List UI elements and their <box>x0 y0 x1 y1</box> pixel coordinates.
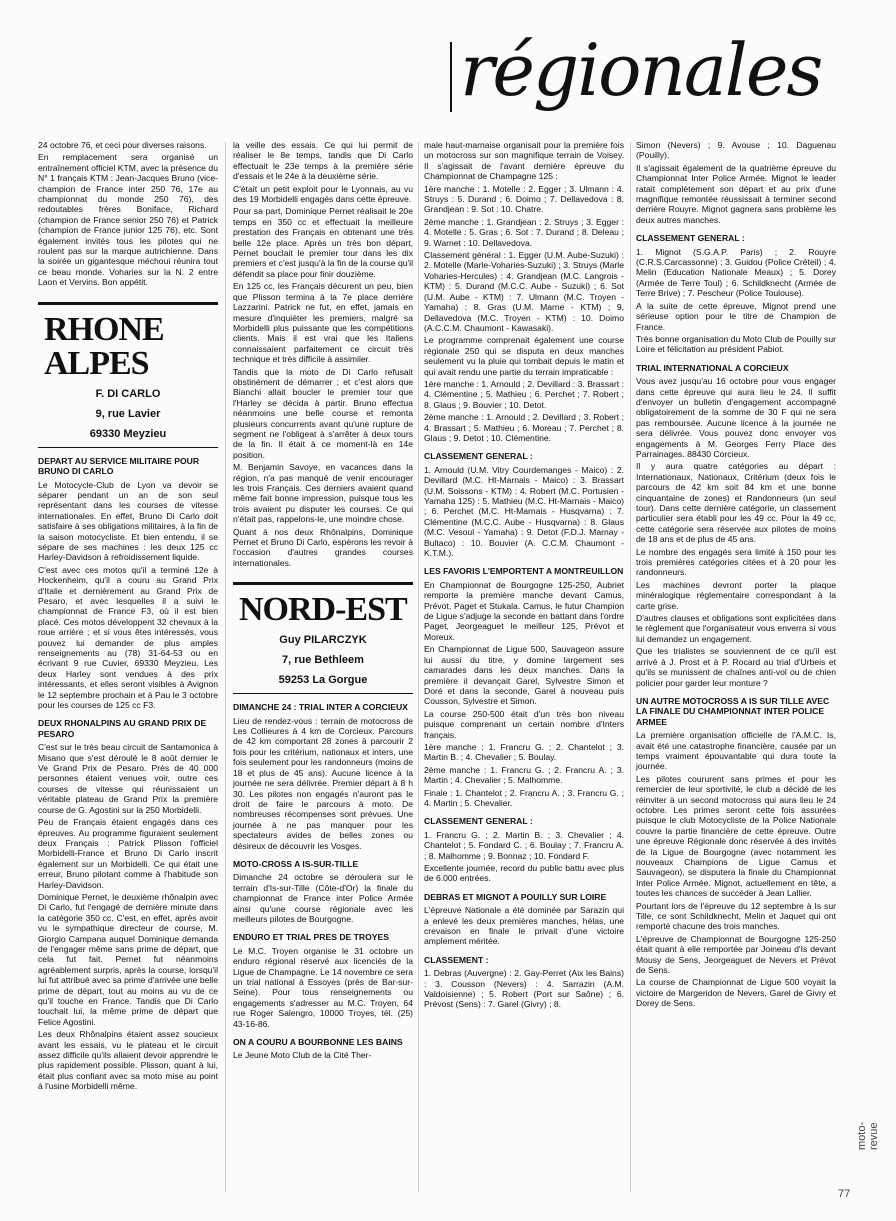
paragraph: 24 octobre 76, et ceci pour diverses raisons. <box>38 140 207 150</box>
paragraph: En remplacement sera organisé un entraînement officiel KTM, avec la présence du N° 1 français KTM : Jean-Jacques Bruno (vice-champion de France inter 250 76, 17e au championnat du monde 250 76), des redoutables frères Boniface, Richard (champion de France senior 250 76) et Patrick (champion de France junior 125 76), etc. Sont également invités tous les pilotes qui ne roulent pas sur la marque autrichienne. Dans la soirée un gigantesque méchoui réunira tout ce beau monde. Voharies sur la N. 2 entre Laon et Vervins. Bon appétit. <box>38 152 218 288</box>
article-heading: DEUX RHONALPINS AU GRAND PRIX DE PESARO <box>38 718 207 739</box>
paragraph: 2ème manche : 1. Francru G. ; 2. Francru A. ; 3. Martin ; 4. Chevalier ; 5. Malhomme. <box>424 764 624 786</box>
section-rubric <box>450 28 860 134</box>
paragraph: Finale : 1. Chantelot ; 2. Francru A. ; 3. Francru G. ; 4. Martin ; 5. Chevalier. <box>424 787 624 808</box>
paragraph: Classement général : 1. Egger (U.M. Aube-Suzuki) : 2. Motelle (Marle-Voharies-Suzuki) ; 3. Struys (Marle Voharies-Hercules) : 4. Grandjean (M.C. Langrois - KTM) : 5. Durand (M.C.C. Aube - Suzuki) ; 6. Sot (U.M. Aube - KTM) : 7. Ulmann (M.C. Troyen - Yamaha) : 8. Gras (U.M. Marne - KTM) ; 9. Dellavedova (M.C. Troyen - KTM) : 10. Doimo (A.C.C.M. Chaumont - Kawasaki). <box>424 250 624 333</box>
correspondent-name: Guy PILARCZYK <box>279 634 367 647</box>
paragraph: Le Jeune Moto Club de la Cité Ther- <box>233 1050 372 1061</box>
paragraph: Dominique Pernet, le deuxième rhônalpin avec Di Carlo, fut l'engagé de dernière minute dans la catégorie 350 cc. C'est, en effet, après avoir vu le sympathique directeur de course, M. Giorgio Campana auquel Dominique demanda de l'engager même sans prime de départ, que cela fut fait. Pernet fut néanmoins agréablement surpris, après la course, lorsqu'il lui fut attribué avec sa prime d'arrivée une belle prime de départ, tout au moins au vu de ce qu'il touche en France. Tandis que Di Carlo touchait lui, la même prime de départ que Felice Agostini. <box>38 891 218 1027</box>
paragraph: La course de Championnat de Ligue 500 voyait la victoire de Margeridon de Nevers, Garel de Givry et Dorey de Sens. <box>636 977 836 1009</box>
paragraph: Lieu de rendez-vous : terrain de motocross de Les Collieures à 4 km de Corcieux. Parcours de 42 km comportant 28 zones à parcourir 2 fois pour les critérium, nationaux et inters, une fois seulement pour les randonneurs (moins de 18 et plus de 45 ans). Aucune licence à la journée ne sera délivrée. Premier départ à 8 h 30. Les pilotes non engagés n'auront pas le droit de faire le parcours à moto. De nombreuses récompenses sont prévues. Une journée à ne pas manquer pour les spectateurs avides de belles zones ou désireux de découvrir les Vosges. <box>233 715 413 851</box>
column-4 <box>636 140 836 1011</box>
paragraph: Pour sa part, Dominique Pernet réalisait le 20e temps en 350 cc et effectuait la meilleure prestation des Français en obtenant une très belle 12e place. Après un très bon départ, Pernet bouclait le premier tour dans les dix premiers et c'est jusqu'à la fin de la course qu'il défendit sa place pour finir douzième. <box>233 206 413 279</box>
paragraph: Simon (Nevers) ; 9. Avouse ; 10. Daguenau (Pouilly). <box>636 140 836 161</box>
paragraph: Dimanche 24 octobre se déroulera sur le terrain d'Is-sur-Tille (Côte-d'Or) la finale du championnat de France inter Police Armée ainsi qu'une course régionale avec les meilleurs pilotes de Bourgogne. <box>233 872 413 924</box>
correspondent-street: 9, rue Lavier <box>95 407 161 420</box>
rubric-slash <box>450 42 452 112</box>
paragraph: En Championnat de Bourgogne 125-250, Aubriet remporte la première manche devant Camus, Prévot, Paget et Stukala. Camus, le futur Champion de Ligue s'adjuge la seconde en battant dans l'ordre Paget, Jeorgeaguet le meilleur 125, Prévot et Moreux. <box>424 579 624 642</box>
paragraph: C'est sur le très beau circuit de Santamonica à Misano que s'est déroulé le 8 août dernier le Ve Grand Prix de Pesaro. Près de 40 000 personnes étaient venues voir, outre ces courses de vitesse qui réunissaient un véritable plateau de Grand Prix la première course de G. Agostini sur la 250 Morbidelli. <box>38 742 218 815</box>
article-heading: UN AUTRE MOTOCROSS A IS SUR TILLE AVEC LA FINALE DU CHAMPIONNAT INTER POLICE ARMEE <box>636 695 830 727</box>
article-heading: DIMANCHE 24 : TRIAL INTER A CORCIEUX <box>233 702 408 713</box>
paragraph: Très bonne organisation du Moto Club de Pouilly sur Loire et félicitation au président Pabiot. <box>636 333 836 355</box>
paragraph: 1ère manche : 1. Francru G. ; 2. Chantelot ; 3. Martin B. ; 4. Chevalier ; 5. Boulay. <box>424 741 624 763</box>
paragraph: 1. Mignot (S.G.A.P. Paris) ; 2. Rouyre (C.R.S.Carcassonne) ; 3. Guidou (Police Créteil) ; 4. Melin (Education Nationale Meaux) ; 5. Dorey (Armée de Terre Toul) ; 6. Schildknecht (Armée de Terre Brive) ; 7. Pescheur (Police Toulouse). <box>636 246 836 299</box>
article-heading: CLASSEMENT GENERAL : <box>424 451 533 462</box>
region-title: NORD-EST <box>239 591 407 629</box>
region-box-rhone-alpes <box>38 302 218 448</box>
article-heading: ON A COURU A BOURBONNE LES BAINS <box>233 1037 403 1048</box>
article-heading: CLASSEMENT GENERAL : <box>424 816 533 827</box>
paragraph: 2ème manche : 1. Grandjean : 2. Struys ; 3. Egger : 4. Motelle : 5. Gras ; 6. Sot : 7. Durand ; 8. Deleau ; 9. Warnet : 10. Dellavedova. <box>424 216 624 248</box>
paragraph: Vous avez jusqu'au 16 octobre pour vous engager dans cette épreuve qui aura lieu le 24. Il suffit d'envoyer un bulletin d'engagement accompagné obligatoirement de la somme de 30 F qui ne sera pas remboursée. Aucune licence à la journée ne sera délivrée. Vous pouvez donc envoyer vos engagements à M. Georges Ferry Place des Parrainages. 88430 Corcieux. <box>636 376 836 459</box>
paragraph: 2ème manche : 1. Arnould ; 2. Devillard ; 3. Robert ; 4. Brassart ; 5. Mathieu ; 6. Moreau ; 7. Perchet ; 8. Glaus ; 9. Detot ; 10. Clémentine. <box>424 412 624 443</box>
column-rule <box>630 142 631 1192</box>
paragraph: Les pilotes coururent sans primes et pour les remercier de leur sportivité, le club a décidé de les réinviter à un second motocross qui aura lieu le 24 octobre. Les primes seront cette fois assurées puisque le club Motocycliste de la Police Nationale couvre la partie financière de cette épreuve. Outre une épreuve Régionale donc réservée à des invités de la Ligue de Bourgogne (avec notamment les nouveaux Champions de Ligue Camus et Sauvageon), se disputera la finale du Championnat Inter Police Armée. Mignot, actuellement en tête, a toutes les chances de succéder à Jean Lallier. <box>636 773 836 899</box>
paragraph: Que les trialistes se souviennent de ce qu'il est arrivé à J. Prost et à P. Rocard au trial d'Urbeis et qu'ils se munissent de chaînes anti-vol ou de chien policier pour garder leur monture ? <box>636 646 836 688</box>
paragraph: M. Benjamin Savoye, en vacances dans la région, n'a pas manqué de venir encourager les trois Français. Ces derniers avaient quand même fait bonne impression, puisque tous les trois avaient pu disputer les courses. Ce qui n'était pas, rappelons-le, une moindre chose. <box>233 462 413 525</box>
paragraph: Tandis que la moto de Di Carlo refusait obstinément de démarrer ; et c'est alors que Bianchi allait boucler le premier tour que l'Harley se décida à partir. Bruno effectua néanmoins une belle course et remonta plusieurs concurrents avant qu'une rupture de segment ne l'obligeat à s'arrêter à deux tours de la fin. Il était à ce moment-là en 14e position. <box>233 366 413 460</box>
paragraph: A la suite de cette épreuve, Mignot prend une sérieuse option pour le titre de Champion de France. <box>636 300 836 332</box>
paragraph: 1. Debras (Auvergne) : 2. Gay-Perret (Aix les Bains) : 3. Cousson (Nevers) : 4. Sarrazin (A.M. Valdoisienne) ; 5. Robert (Port sur Saône) ; 6. Prévost (Sens) : 7. Garel (Givry) ; 8. <box>424 968 624 1010</box>
paragraph: Les deux Rhônalpins étaient assez soucieux avant les essais, vu le plateau et le circuit assez difficile qu'ils allaient devoir apprendre le plus rapidement possible. Plisson, quant à lui, était plus confiant avec sa moto mise au point à l'usine Morbidelli même. <box>38 1029 218 1092</box>
region-box-nord-est <box>233 582 413 694</box>
paragraph: En Championnat de Ligue 500, Sauvageon assure lui aussi du titre, y domine largement ses camarades dans les deux manches. Dans la première il devançait Garel, Sylvestre Simon et Doré et dans la seconde, Garel à nouveau puis Cousson, Sylvestre et Simon. <box>424 644 624 707</box>
column-rule <box>418 142 419 1192</box>
paragraph: C'était un petit exploit pour le Lyonnais, au vu des 19 Morbidelli engagés dans cette épreuve. <box>233 183 413 205</box>
paragraph: Il s'agissait également de la quatrième épreuve du Championnat Inter Police Armée. Mignot le leader ratait complètement son départ et au prix d'une magnifique remontée réussissait à terminer second derrière Rouyre. Mignot gagnera sans problème les deux autres manches. <box>636 162 836 225</box>
article-heading: DEPART AU SERVICE MILITAIRE POUR BRUNO DI CARLO <box>38 455 200 477</box>
correspondent-city: 69330 Meyzieu <box>89 427 167 440</box>
paragraph: la veille des essais. Ce qui lui permit de réaliser le 8e temps, tandis que Di Carlo effectuait le 23e temps à la première série d'essais et le 24e à la deuxième série. <box>233 140 413 182</box>
paragraph: Excellente journée, record du public battu avec plus de 6.000 entrées. <box>424 863 624 884</box>
column-2 <box>233 140 413 1063</box>
page-number: 77 <box>838 1188 851 1200</box>
correspondent-city: 59253 La Gorgue <box>278 674 368 687</box>
paragraph: Le programme comprenait également une course régionale 250 qui se disputa en deux manches seulement vu la pluie qui tombait depuis le matin et qui avait rendu une partie du terrain impraticable : <box>424 335 624 377</box>
magazine-name: moto-revue <box>856 1121 880 1150</box>
paragraph: 1. Arnould (U.M. Vitry Courdemanges - Maico) : 2. Devillard (M.C. Ht-Marnais - Maico) : 3. Brassart (U.M. Soissons - KTM) : 4. Robert (M.C. Portusien - Yamaha 125) : 5. Mathieu (M.C. Ht-Marnais - Maico) ; 6. Perchet (M.C. Ht-Marnais - Husqvarna) : 7. Clémentine (M.C.C. Aube - Husqvarna) : 8. Glaus (M.C. Vesoul - Yamaha) : 9. Detot (F.D.J. Marnay - Bultaco) : 10. Bouvier (A. C.C.M. Chaumont - K.T.M.). <box>424 464 624 559</box>
paragraph: La course 250-500 était d'un très bon niveau puisque comprenant un certain nombre d'Inters français. <box>424 708 624 740</box>
paragraph: Les machines devront porter la plaque minéralogique réglementaire correspondant à la carte grise. <box>636 579 836 611</box>
paragraph: Le M.C. Troyen organise le 31 octobre un enduro régional réservé aux licenciés de la Ligue de Champagne. Le 14 novembre ce sera un trial national à Essoyes (près de Bar-sur-Seine). Pour tous renseignements ou engagements s'adresser au M.C. Troyen, 64 rue Roger Salengro, 10000 Troyes, tél. (25) 43-16-86. <box>233 945 413 1029</box>
article-heading: ENDURO ET TRIAL PRES DE TROYES <box>233 932 389 943</box>
correspondent-name: F. DI CARLO <box>95 387 161 400</box>
paragraph: Le nombre des engagés sera limité à 150 pour les trois premières catégories citées et à 20 pour les randonneurs. <box>636 546 836 578</box>
paragraph: Il y aura quatre catégories au départ : Internationaux, Nationaux, Critérium (deux fois le parcours de 42 km soit 84 km et une bonne cinquantaine de zones) et Randonneurs (un seul tour). Dans cette dernière catégorie, un classement particulier sera établi pour les 49 cc. Pour la 49 cc, cette catégorie sera réservée aux pilotes de moins de 18 ans et de plus de 45 ans. <box>636 461 836 545</box>
paragraph: 1ère manche : 1. Arnould ; 2. Devillard : 3. Brassart : 4. Clémentine ; 5. Mathieu ; 6. Perchet ; 7. Robert ; 8. Glaus ; 9. Bouvier ; 10. Detot. <box>424 378 624 410</box>
paragraph: 1ère manche : 1. Motelle : 2. Egger ; 3. Ulmann : 4. Struys : 5. Durand ; 6. Doimo ; 7. Dellavedova : 8. Grandjean : 9. Sot : 10. Chatre. <box>424 183 624 215</box>
paragraph: La première organisation officielle de l'A.M.C. Is, avait été une catastrophe financière, causée par un temps vraiment épouvantable qui dura toute la journée. <box>636 730 836 772</box>
paragraph: En 125 cc, les Français décurent un peu, bien que Plisson termina à la 7e place derrière Lazzarini. Patrick ne fut, en effet, jamais en mesure d'inquiéter les premiers, malgré sa Morbidelli plus puissante que les compétitions clients. Mais il est vrai que les Italiens connaissaient parfaitement ce circuit très technique et très difficile à assimiler. <box>233 281 413 365</box>
column-3 <box>424 140 624 1012</box>
paragraph: Peu de Français étaient engagés dans ces épreuves. Au programme figuraient seulement deux Français : Patrick Plisson l'officiel Morbidelli-France et Bruno Di Carlo inscrit également sur un Morbidelli. Ce qui était une erreur, Bruno pilotant comme à l'habitude son Harley-Davidson. <box>38 817 218 890</box>
paragraph: C'est avec ces motos qu'il a terminé 12e à Hockenheim, qu'il a couru au Grand Prix d'Italie et dernièrement au Grand Prix de Pesaro, et avec lesquelles il a suivi le championnat de France F3, où il est bien placé. Ces motos développent 32 chevaux à la roue arrière ; et si vous êtes intéressés, vous pouvez lui demander de plus amples renseignements au (78) 31-64-53 ou en écrivant 9 rue Cuvier, 69330 Meyzieu. Les deux Harley sont vendues à des prix intéressants, et elles seront visibles à Avignon le 12 septembre prochain et à Pau le 3 octobre pour les courses de 125 cc F3. <box>38 564 218 711</box>
column-1 <box>38 140 218 1094</box>
article-heading: DEBRAS ET MIGNOT A POUILLY SUR LOIRE <box>424 891 607 902</box>
article-heading: CLASSEMENT : <box>424 954 489 965</box>
paragraph: D'autres clauses et obligations sont explicitées dans le règlement que l'organisateur vous enverra si vous lui demandez un engagement. <box>636 613 836 644</box>
column-rule <box>225 142 226 1192</box>
rubric-title: régionales <box>460 28 822 112</box>
paragraph: male haut-marnaise organisait pour la première fois un motocross sur son magnifique terrain de Voisey. Il s'agissait de l'avant dernière épreuve du Championnat de Champagne 125 : <box>424 140 624 182</box>
correspondent-street: 7, rue Bethleem <box>282 654 364 667</box>
paragraph: L'épreuve de Championnat de Bourgogne 125-250 était quant à elle remportée par Joineau d'Is devant Mousy de Sens, Jeorgeaguet de Nevers et Prévot de Sens. <box>636 933 836 976</box>
article-heading: TRIAL INTERNATIONAL A CORCIEUX <box>636 362 789 373</box>
paragraph: Le Motocycle-Club de Lyon va devoir se séparer pendant un an de son seul représentant dans les courses de vitesse internationales. En effet, Bruno Di Carlo doit satisfaire à ses obligations militaires, à la fin de la saison motocycliste. Et bien entendu, il se sépare de ses machines : les deux 125 cc Harley-Davidson à refroidissement liquide. <box>38 479 218 563</box>
paragraph: L'épreuve Nationale a été dominée par Sarazin qui a enlevé les deux premières manches, hélas, une crevaison en finale le privait d'une victoire amplement méritée. <box>424 905 624 947</box>
paragraph: Pourtant lors de l'épreuve du 12 septembre à Is sur Tille, ce sont Schildknecht, Melin et Jaquet qui ont remporté chacune des trois manches. <box>636 900 836 932</box>
region-title: RHONE ALPES <box>44 310 164 382</box>
article-heading: MOTO-CROSS A IS-SUR-TILLE <box>233 858 359 869</box>
article-heading: LES FAVORIS L'EMPORTENT A MONTREUILLON <box>424 566 624 577</box>
article-heading: CLASSEMENT GENERAL : <box>636 233 745 244</box>
paragraph: 1. Francru G. ; 2. Martin B. ; 3. Chevalier ; 4. Chantelot ; 5. Fondard C. ; 6. Boulay ; 7. Francru A. ; 8. Malhomme ; 9. Bonnaz ; 10. Fondard F. <box>424 829 624 861</box>
paragraph: Quant à nos deux Rhônalpins, Dominique Pernet et Bruno Di Carlo, espèrons les revoir à l'occasion d'autres grandes courses internationales. <box>233 526 413 568</box>
